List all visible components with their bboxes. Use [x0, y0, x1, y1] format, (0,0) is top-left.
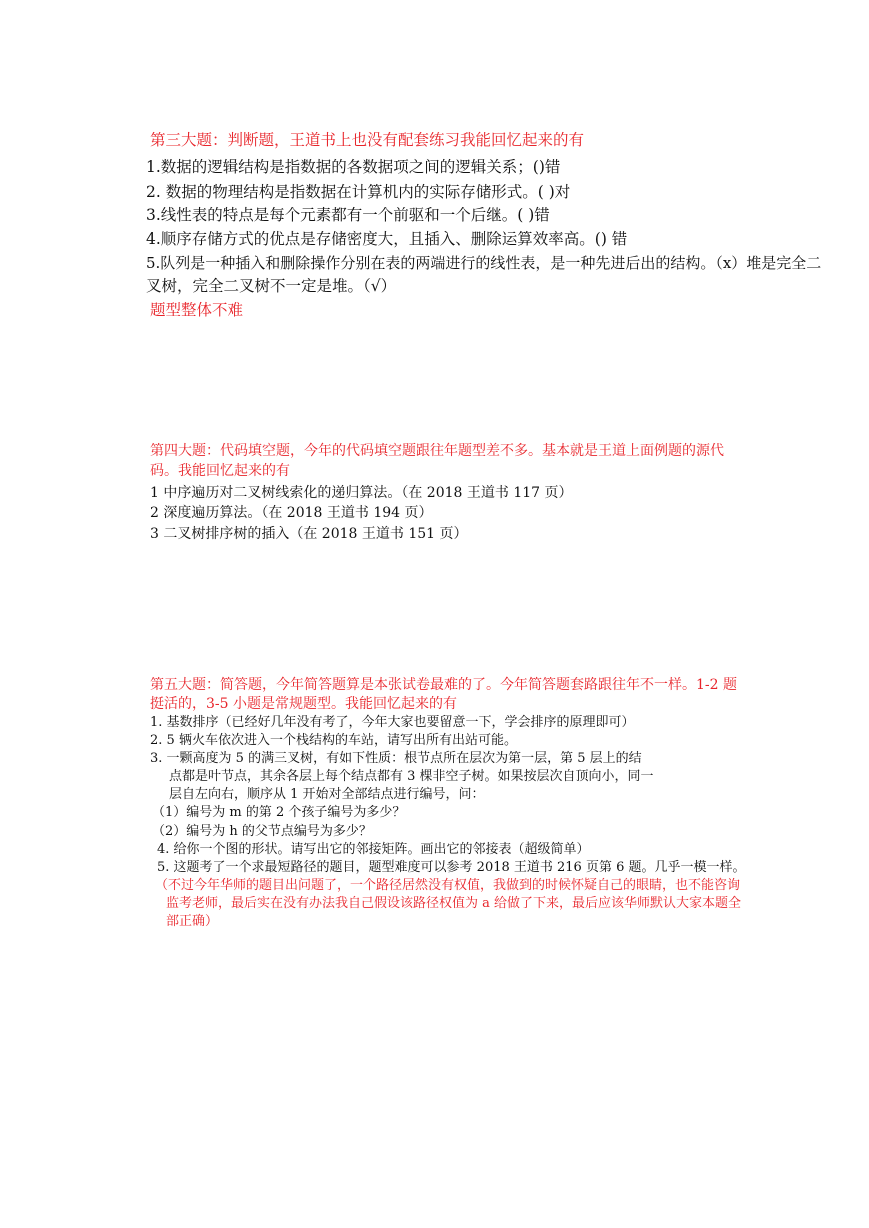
- section4-item-2: 2 深度遍历算法。（在 2018 王道书 194 页）: [150, 505, 433, 521]
- section4-heading: 第四大题：代码填空题，今年的代码填空题跟往年题型差不多。基本就是王道上面例题的源代: [150, 443, 724, 459]
- section5-line-1: 1. 基数排序（已经好几年没有考了，今年大家也要留意一下，学会排序的原理即可）: [150, 715, 635, 730]
- section3-note: 题型整体不难: [150, 301, 244, 319]
- section5-line-2: 2. 5 辆火车依次进入一个栈结构的车站，请写出所有出站可能。: [150, 733, 517, 748]
- section5-heading-cont: 挺活的，3-5 小题是常规题型。我能回忆起来的有: [150, 696, 457, 712]
- section5-line-6: （1）编号为 m 的第 2 个孩子编号为多少？: [152, 805, 406, 820]
- section5-line-9: 5. 这题考了一个求最短路径的题目，题型难度可以参考 2018 王道书 216 页第 6 题。几乎一模一样。: [157, 860, 746, 875]
- section3-item-1: 1.数据的逻辑结构是指数据的各数据项之间的逻辑关系；()错: [146, 158, 561, 176]
- section3-item-4: 4.顺序存储方式的优点是存储密度大，且插入、删除运算效率高。() 错: [146, 230, 628, 248]
- section5-line-4: 点都是叶节点，其余各层上每个结点都有 3 棵非空子树。如果按层次自顶向小，同一: [169, 769, 654, 784]
- section5-heading: 第五大题：简答题，今年简答题算是本张试卷最难的了。今年简答题套路跟往年不一样。1-2 题: [150, 677, 737, 693]
- section3-item-3: 3.线性表的特点是每个元素都有一个前驱和一个后继。( )错: [146, 206, 550, 224]
- section4-item-1: 1 中序遍历对二叉树线索化的递归算法。（在 2018 王道书 117 页）: [150, 485, 573, 501]
- section3-heading: 第三大题：判断题，王道书上也没有配套练习我能回忆起来的有: [150, 131, 585, 149]
- section4-item-3: 3 二叉树排序树的插入（在 2018 王道书 151 页）: [150, 526, 468, 542]
- section5-line-5: 层自左向右，顺序从 1 开始对全部结点进行编号，问：: [169, 787, 485, 802]
- section4-heading-cont: 码。我能回忆起来的有: [150, 463, 290, 479]
- section5-line-7: （2）编号为 h 的父节点编号为多少？: [152, 824, 372, 839]
- section5-line-3: 3. 一颗高度为 5 的满三叉树，有如下性质：根节点所在层次为第一层，第 5 层上的结: [150, 751, 642, 766]
- section3-item-5-cont: 叉树，完全二叉树不一定是堆。（√）: [146, 277, 397, 295]
- section5-note-1: （不过今年华师的题目出问题了，一个路径居然没有权值，我做到的时候怀疑自己的眼睛，也不能咨询: [155, 878, 741, 893]
- section3-item-5: 5.队列是一种插入和删除操作分别在表的两端进行的线性表，是一种先进后出的结构。（x）堆是完全二: [146, 254, 822, 272]
- section3-item-2: 2. 数据的物理结构是指数据在计算机内的实际存储形式。( )对: [146, 183, 571, 201]
- section5-line-8: 4. 给你一个图的形状。请写出它的邻接矩阵。画出它的邻接表（超级简单）: [157, 842, 590, 857]
- section5-note-3: 部正确）: [166, 914, 219, 929]
- section5-note-2: 监考老师，最后实在没有办法我自己假设该路径权值为 a 给做了下来，最后应该华师默认大家本题全: [166, 896, 742, 911]
